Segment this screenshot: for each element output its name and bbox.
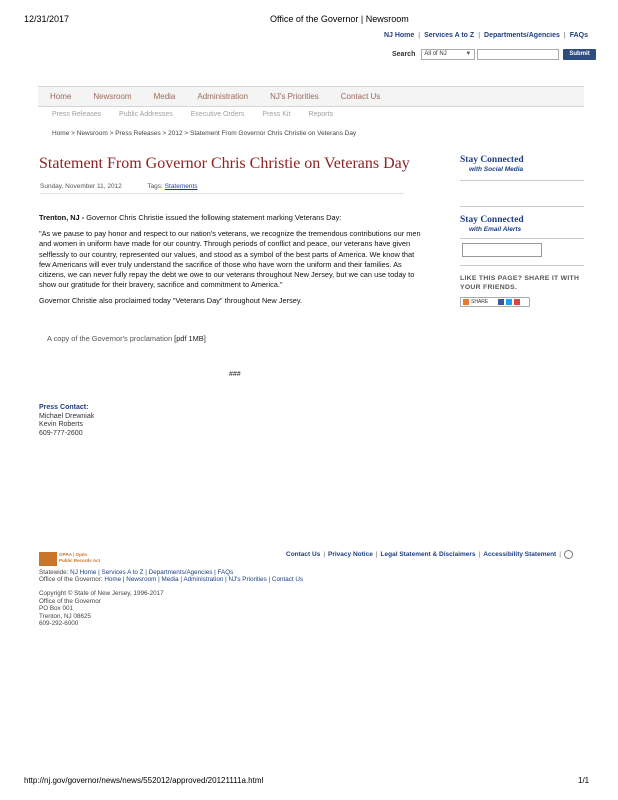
address-line: Trenton, NJ 08625 <box>39 612 91 620</box>
sidebar-divider <box>460 206 584 207</box>
proclamation-pdf-link[interactable]: [pdf 1MB] <box>174 334 206 343</box>
tags-label: Tags: <box>147 183 163 190</box>
office-links[interactable]: Home | Newsroom | Media | Administration | NJ's Priorities | Contact Us <box>104 576 304 583</box>
search-bar <box>392 49 596 60</box>
facebook-icon <box>498 299 504 305</box>
search-input[interactable] <box>477 49 559 60</box>
statewide-label: Statewide: <box>39 569 69 576</box>
subnav-executive-orders[interactable]: Executive Orders <box>190 111 245 118</box>
search-scope-select[interactable] <box>421 49 475 60</box>
opra-logo[interactable] <box>39 552 101 566</box>
dateline: Trenton, NJ - <box>39 213 85 222</box>
nav-priorities[interactable]: NJ's Priorities <box>270 92 319 101</box>
article-body <box>39 213 427 313</box>
top-links: NJ Home | Services A to Z | Departments/Agencies | FAQs <box>383 32 588 39</box>
email-input[interactable] <box>462 243 542 257</box>
search-label: Search <box>392 51 416 58</box>
address-line: Office of the Governor <box>39 597 101 605</box>
subnav-press-kit[interactable]: Press Kit <box>262 111 291 118</box>
footer-office <box>39 576 303 584</box>
social-title: Stay Connected <box>460 155 524 165</box>
toplink-faqs[interactable]: FAQs <box>569 32 588 39</box>
subnav-reports[interactable]: Reports <box>308 111 333 118</box>
article-meta <box>40 183 404 194</box>
nav-administration[interactable]: Administration <box>197 92 249 101</box>
nav-newsroom[interactable]: Newsroom <box>93 92 132 101</box>
contact-name: Kevin Roberts <box>39 421 83 429</box>
contact-name: Michael Drewniak <box>39 412 95 420</box>
chevron-down-icon: ▼ <box>465 51 472 57</box>
sidebar-divider <box>460 238 584 239</box>
address-line: 609-292-6000 <box>39 620 79 628</box>
social-subtitle[interactable]: with Social Media <box>469 166 524 173</box>
subnav-press-releases[interactable]: Press Releases <box>52 111 102 118</box>
print-title: Office of the Governor | Newsroom <box>270 14 409 24</box>
footer-accessibility-link[interactable]: Accessibility Statement <box>483 551 557 559</box>
opra-logo-icon <box>39 552 57 566</box>
twitter-icon <box>506 299 512 305</box>
footer-address <box>39 590 164 628</box>
proclamation-line <box>47 334 206 343</box>
email-subtitle: with Email Alerts <box>469 226 522 233</box>
press-contact <box>39 404 94 438</box>
subnav-public-addresses[interactable]: Public Addresses <box>119 111 173 118</box>
opra-logo-line: Public Records Act <box>59 557 101 563</box>
print-url: http://nj.gov/governor/news/news/552012/approved/20121111a.html <box>24 776 264 785</box>
share-label: SHARE <box>471 299 489 305</box>
accessibility-icon[interactable] <box>564 550 573 559</box>
proclaim-paragraph: Governor Christie also proclaimed today "Veterans Day" throughout New Jersey. <box>39 296 303 306</box>
page-title: Statement From Governor Chris Christie on Veterans Day <box>39 155 410 172</box>
print-date: 12/31/2017 <box>24 14 70 24</box>
footer-privacy-link[interactable]: Privacy Notice <box>328 551 373 559</box>
main-nav <box>38 86 584 107</box>
search-scope-value: All of NJ <box>424 51 447 57</box>
footer-contact-link[interactable]: Contact Us <box>286 551 321 559</box>
quote-paragraph: "As we pause to pay honor and respect to our nation's veterans, we recognize the tremendous contributions our men and women in uniform have made for our country. Through periods of conflict and peace, our veterans have given selflessly to our country, represented our values, and stood as a symbol of the best parts of America. We know that few Americans will ever truly understand the sacrifice of those who have worn the uniform and their families. As citizens, we can never fully repay the debt we owe to our veterans throughout New Jersey, but we can use today to show our gratitude for their bravery, sacrifice and commitment to America." <box>39 229 421 290</box>
share-prompt: LIKE THIS PAGE? SHARE IT WITH YOUR FRIENDS. <box>460 275 580 291</box>
press-contact-label: Press Contact: <box>39 404 89 411</box>
nav-home[interactable]: Home <box>50 92 72 101</box>
share-button[interactable] <box>460 297 530 307</box>
toplink-nj-home[interactable]: NJ Home <box>383 32 415 39</box>
breadcrumb[interactable]: Home > Newsroom > Press Releases > 2012 > Statement From Governor Chris Christie on Veterans Day <box>52 130 357 137</box>
address-line: PO Box 001 <box>39 605 73 613</box>
sidebar-divider <box>460 180 584 181</box>
print-page-number: 1/1 <box>578 776 590 785</box>
lead-paragraph <box>39 213 427 223</box>
share-plus-icon <box>463 299 469 305</box>
proclamation-text: A copy of the Governor's proclamation <box>47 334 173 343</box>
sub-nav <box>52 111 351 118</box>
lead-text: Governor Chris Christie issued the following statement marking Veterans Day: <box>84 213 342 222</box>
email-title: Stay Connected <box>460 215 524 225</box>
contact-phone: 609-777-2600 <box>39 429 83 437</box>
copyright: Copyright © State of New Jersey, 1996-2017 <box>39 590 164 597</box>
statewide-links[interactable]: NJ Home | Services A to Z | Departments/Agencies | FAQs <box>70 569 234 576</box>
article-date: Sunday, November 11, 2012 <box>40 183 122 190</box>
footer-links: Contact Us | Privacy Notice | Legal Statement & Disclaimers | Accessibility Statement | <box>286 550 573 559</box>
end-marker: ### <box>229 371 241 378</box>
sidebar-divider <box>460 265 584 266</box>
search-submit-button[interactable]: Submit <box>563 49 595 60</box>
opra-logo-line: OPRA | Open <box>59 552 88 557</box>
toplink-departments[interactable]: Departments/Agencies <box>484 32 560 39</box>
toplink-services[interactable]: Services A to Z <box>424 32 475 39</box>
email-icon <box>514 299 520 305</box>
nav-contact[interactable]: Contact Us <box>340 92 381 101</box>
nav-media[interactable]: Media <box>153 92 176 101</box>
office-label: Office of the Governor: <box>39 576 103 583</box>
footer-legal-link[interactable]: Legal Statement & Disclaimers <box>380 551 476 559</box>
tag-link[interactable]: Statements <box>164 183 198 190</box>
